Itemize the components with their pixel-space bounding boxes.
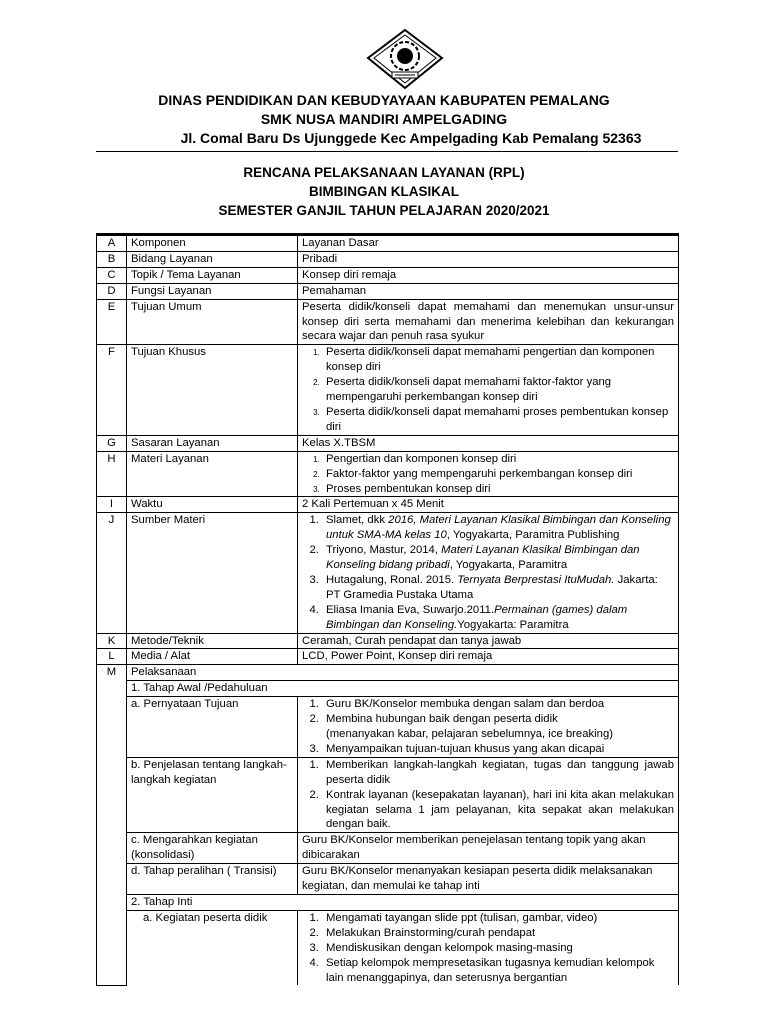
row-code: J	[97, 513, 127, 633]
table-row	[97, 681, 679, 697]
doc-title: RENCANA PELAKSANAAN LAYANAN (RPL)	[243, 165, 525, 180]
row-label: Media / Alat	[127, 649, 298, 665]
list-item: 1. Guru BK/Konselor membuka dengan salam dan berdoa	[322, 697, 674, 712]
list-item: 2. Melakukan Brainstorming/curah pendapat	[322, 926, 674, 941]
row-code: D	[97, 283, 127, 299]
row-value	[298, 513, 679, 633]
school-logo	[364, 28, 446, 90]
table-row	[97, 497, 679, 513]
row-value: Ceramah, Curah pendapat dan tanya jawab	[298, 633, 679, 649]
list-item: 3. Proses pembentukan konsep diri	[322, 482, 674, 497]
table-row	[97, 864, 679, 895]
row-value: Pemahaman	[298, 283, 679, 299]
step-content	[298, 697, 679, 758]
step-label: b. Penjelasan tentang langkah-langkah kegiatan	[127, 757, 298, 833]
table-row	[97, 251, 679, 267]
list-item	[322, 543, 674, 573]
ref-author: Eliasa Imania Eva, Suwarjo.2011.	[326, 603, 495, 616]
row-code: B	[97, 251, 127, 267]
doc-subtitle: BIMBINGAN KLASIKAL	[309, 184, 459, 199]
row-code: E	[97, 299, 127, 345]
table-row	[97, 345, 679, 435]
step-label: d. Tahap peralihan ( Transisi)	[127, 864, 298, 895]
list-item	[322, 513, 674, 543]
ref-publisher: Yogyakarta: Paramitra	[457, 618, 569, 631]
table-row	[97, 894, 679, 910]
list-item: 3. Menyampaikan tujuan-tujuan khusus yang akan dicapai	[322, 742, 674, 757]
row-label: Waktu	[127, 497, 298, 513]
list-item: 2. Faktor-faktor yang mempengaruhi perkembangan konsep diri	[322, 467, 674, 482]
table-row	[97, 267, 679, 283]
list-item: 2. Peserta didik/konseli dapat memahami faktor-faktor yang mempengaruhi perkembangan konsep diri	[322, 375, 674, 405]
row-label: Fungsi Layanan	[127, 283, 298, 299]
row-code: I	[97, 497, 127, 513]
row-label: Topik / Tema Layanan	[127, 267, 298, 283]
table-row	[97, 665, 679, 681]
table-row	[97, 633, 679, 649]
list-text: Membina hubungan baik dengan peserta didik	[326, 713, 558, 726]
row-label: Tujuan Umum	[127, 299, 298, 345]
row-label: Metode/Teknik	[127, 633, 298, 649]
table-row	[97, 910, 679, 985]
step-content	[298, 757, 679, 833]
table-row	[97, 283, 679, 299]
list-item	[322, 603, 674, 633]
step-content	[298, 910, 679, 985]
row-label: Tujuan Khusus	[127, 345, 298, 435]
row-label: Komponen	[127, 235, 298, 252]
school-name: SMK NUSA MANDIRI AMPELGADING	[260, 111, 508, 127]
row-label: Sasaran Layanan	[127, 435, 298, 451]
step-label: c. Mengarahkan kegiatan (konsolidasi)	[127, 833, 298, 864]
list-item: 2. Kontrak layanan (kesepakatan layanan), hari ini kita akan melakukan kegiatan selama 1 jam pelayanan, kita sepakat akan melakukan dengan baik.	[322, 788, 674, 833]
row-value: Konsep diri remaja	[298, 267, 679, 283]
row-label: Sumber Materi	[127, 513, 298, 633]
step-content: Guru BK/Konselor memberikan penejelasan tentang topik yang akan dibicarakan	[298, 833, 679, 864]
ref-publisher: Jakarta: PT Gramedia Pustaka Utama	[326, 573, 658, 601]
ref-publisher: , Yogyakarta, Paramitra Publishing	[446, 529, 620, 542]
table-row	[97, 649, 679, 665]
list-item	[322, 573, 674, 603]
ref-title: 2016, Materi Layanan Klasikal Bimbingan dan Konseling untuk SMA-MA kelas 10	[326, 514, 671, 542]
table-row	[97, 435, 679, 451]
row-code: M	[97, 665, 127, 986]
row-label: Bidang Layanan	[127, 251, 298, 267]
row-value: Peserta didik/konseli dapat memahami dan menemukan unsur-unsur konsep diri serta memahami dan menerima kelebihan dan kekurangan secara wajar dan penuh rasa syukur	[298, 299, 679, 345]
table-row	[97, 451, 679, 497]
list-item: 1. Mengamati tayangan slide ppt (tulisan, gambar, video)	[322, 911, 674, 926]
ref-author: Hutagalung, Ronal. 2015.	[326, 573, 458, 586]
row-code: F	[97, 345, 127, 435]
agency-name: DINAS PENDIDIKAN DAN KEBUDYAYAAN KABUPATEN PEMALANG	[158, 92, 610, 108]
list-item: 1. Memberikan langkah-langkah kegiatan, tugas dan tanggung jawab peserta didik	[322, 758, 674, 788]
step-label: a. Kegiatan peserta didik	[127, 910, 298, 985]
row-code: H	[97, 451, 127, 497]
ref-title: Permainan (games) dalam Bimbingan dan Konseling.	[326, 603, 628, 631]
row-value: LCD, Power Point, Konsep diri remaja	[298, 649, 679, 665]
list-text: (menanyakan kabar, pelajaran sebelumnya, ice breaking)	[326, 728, 613, 740]
header-rule	[96, 151, 678, 152]
list-item: 3. Peserta didik/konseli dapat memahami proses pembentukan konsep diri	[322, 405, 674, 435]
list-item	[322, 712, 674, 742]
table-row	[97, 513, 679, 633]
row-value: Kelas X.TBSM	[298, 435, 679, 451]
row-value: Layanan Dasar	[298, 235, 679, 252]
step-content: Guru BK/Konselor menanyakan kesiapan peserta didik melaksanakan kegiatan, dan memulai ke tahap inti	[298, 864, 679, 895]
row-value: Pribadi	[298, 251, 679, 267]
row-code: K	[97, 633, 127, 649]
row-code: G	[97, 435, 127, 451]
table-row	[97, 235, 679, 252]
row-label: Pelaksanaan	[127, 665, 679, 681]
list-item: 4. Setiap kelompok mempresetasikan tugasnya kemudian kelompok lain menanggapinya, dan seterusnya bergantian	[322, 956, 674, 986]
ref-author: Slamet, dkk	[326, 514, 389, 527]
step-label: a. Pernyataan Tujuan	[127, 697, 298, 758]
row-value: 2 Kali Pertemuan x 45 Menit	[298, 497, 679, 513]
row-value	[298, 345, 679, 435]
row-code: C	[97, 267, 127, 283]
list-item: 1. Peserta didik/konseli dapat memahami pengertian dan komponen konsep diri	[322, 345, 674, 375]
stage-heading: 1. Tahap Awal /Pedahuluan	[127, 681, 679, 697]
table-row	[97, 697, 679, 758]
rpl-table	[96, 233, 679, 986]
ref-publisher: , Yogyakarta, Paramitra	[449, 559, 568, 572]
school-address: Jl. Comal Baru Ds Ujunggede Kec Ampelgading Kab Pemalang 52363	[180, 130, 642, 146]
list-item: 1. Pengertian dan komponen konsep diri	[322, 452, 674, 467]
ref-title: Ternyata Berprestasi ItuMudah.	[457, 573, 615, 586]
doc-semester: SEMESTER GANJIL TAHUN PELAJARAN 2020/2021	[218, 203, 550, 218]
list-item: 3. Mendiskusikan dengan kelompok masing-masing	[322, 941, 674, 956]
row-code: A	[97, 235, 127, 252]
table-row	[97, 299, 679, 345]
row-code: L	[97, 649, 127, 665]
table-row	[97, 757, 679, 833]
stage-heading: 2. Tahap Inti	[127, 894, 679, 910]
table-row	[97, 833, 679, 864]
row-value	[298, 451, 679, 497]
ref-title: Materi Layanan Klasikal Bimbingan dan Konseling bidang pribadi	[326, 544, 640, 572]
ref-author: Triyono, Mastur, 2014,	[326, 544, 442, 557]
row-label: Materi Layanan	[127, 451, 298, 497]
